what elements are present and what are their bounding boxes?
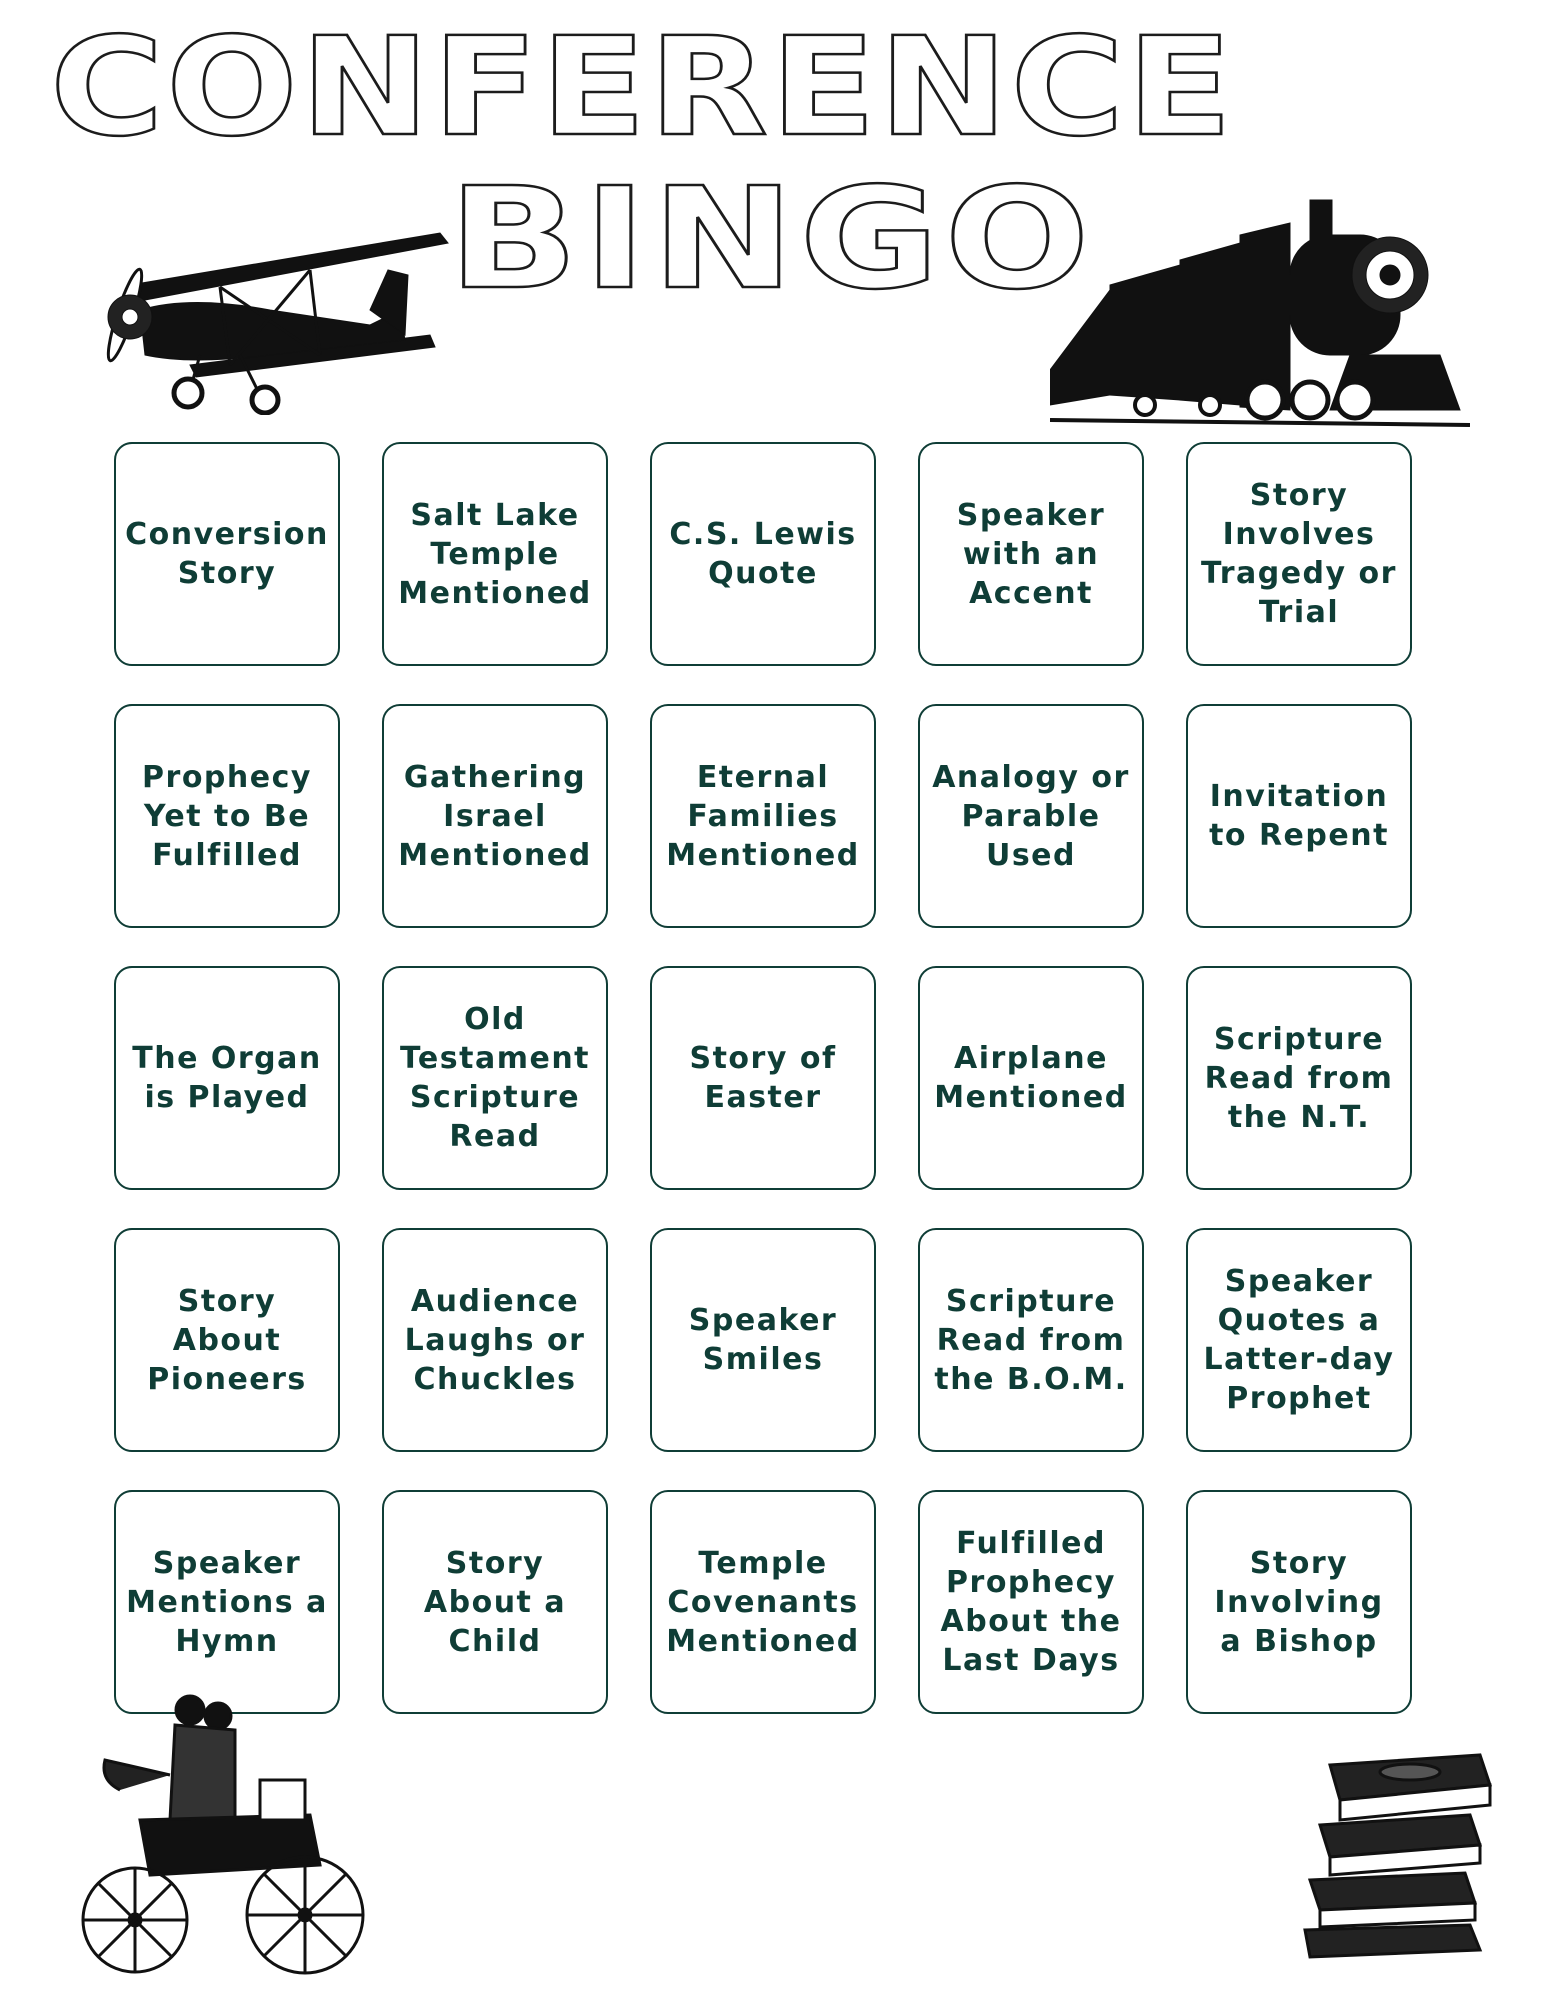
bingo-square[interactable] [1186,1490,1412,1714]
bingo-square-label: Speaker Mentions a Hymn [126,1545,328,1659]
bingo-board [114,442,1412,1712]
bingo-square-label: Scripture Read from the N.T. [1204,1021,1394,1135]
bingo-square[interactable] [114,1228,340,1452]
books-illustration [1290,1745,1510,1965]
bingo-square-label: Story Involving a Bishop [1214,1545,1384,1659]
bingo-square[interactable] [918,1490,1144,1714]
title-bingo: BINGO [448,158,1095,321]
train-illustration [1050,195,1470,435]
bingo-square[interactable] [114,704,340,928]
bingo-square[interactable] [114,442,340,666]
bingo-square[interactable] [382,704,608,928]
bingo-square-label: Scripture Read from the B.O.M. [934,1283,1128,1397]
bingo-square-label: Analogy or Parable Used [932,759,1130,873]
bingo-square-label: C.S. Lewis Quote [669,517,857,591]
bingo-square[interactable] [650,1228,876,1452]
bingo-square[interactable] [382,1228,608,1452]
bingo-square-label: Speaker with an Accent [956,497,1106,611]
bingo-square[interactable] [918,704,1144,928]
bingo-square-label: The Organ is Played [132,1041,322,1115]
biplane-illustration [70,215,450,415]
bingo-square-label: Fulfilled Prophecy About the Last Days [940,1526,1122,1678]
bingo-square[interactable] [650,1490,876,1714]
bingo-square-label: Speaker Smiles [688,1303,838,1377]
bingo-square[interactable] [918,966,1144,1190]
bingo-square[interactable] [1186,442,1412,666]
bingo-square[interactable] [382,966,608,1190]
bingo-square-label: Story of Easter [689,1041,837,1115]
bingo-square-label: Story About Pioneers [147,1283,307,1397]
bingo-square-label: Old Testament Scripture Read [399,1002,591,1154]
bingo-square-label: Airplane Mentioned [934,1041,1128,1115]
bingo-square[interactable] [1186,966,1412,1190]
bingo-square-label: Eternal Families Mentioned [666,759,860,873]
bingo-square[interactable] [1186,1228,1412,1452]
bingo-square-label: Speaker Quotes a Latter-day Prophet [1203,1264,1395,1416]
carriage-illustration [60,1680,380,1980]
title-conference: CONFERENCE [50,9,1235,167]
bingo-square-label: Gathering Israel Mentioned [398,759,592,873]
bingo-square-label: Audience Laughs or Chuckles [404,1283,586,1397]
bingo-square[interactable] [382,1490,608,1714]
bingo-square-label: Invitation to Repent [1209,779,1389,853]
bingo-square-label: Salt Lake Temple Mentioned [398,497,592,611]
bingo-square[interactable] [1186,704,1412,928]
bingo-square-label: Story Involves Tragedy or Trial [1201,478,1397,630]
bingo-square-label: Story About a Child [423,1545,567,1659]
bingo-square[interactable] [650,966,876,1190]
bingo-square-label: Prophecy Yet to Be Fulfilled [142,759,312,873]
bingo-square[interactable] [650,442,876,666]
bingo-square-label: Conversion Story [125,517,329,591]
bingo-square[interactable] [114,966,340,1190]
bingo-square[interactable] [382,442,608,666]
bingo-square[interactable] [650,704,876,928]
bingo-square[interactable] [918,1228,1144,1452]
bingo-square[interactable] [918,442,1144,666]
bingo-square-label: Temple Covenants Mentioned [666,1545,860,1659]
